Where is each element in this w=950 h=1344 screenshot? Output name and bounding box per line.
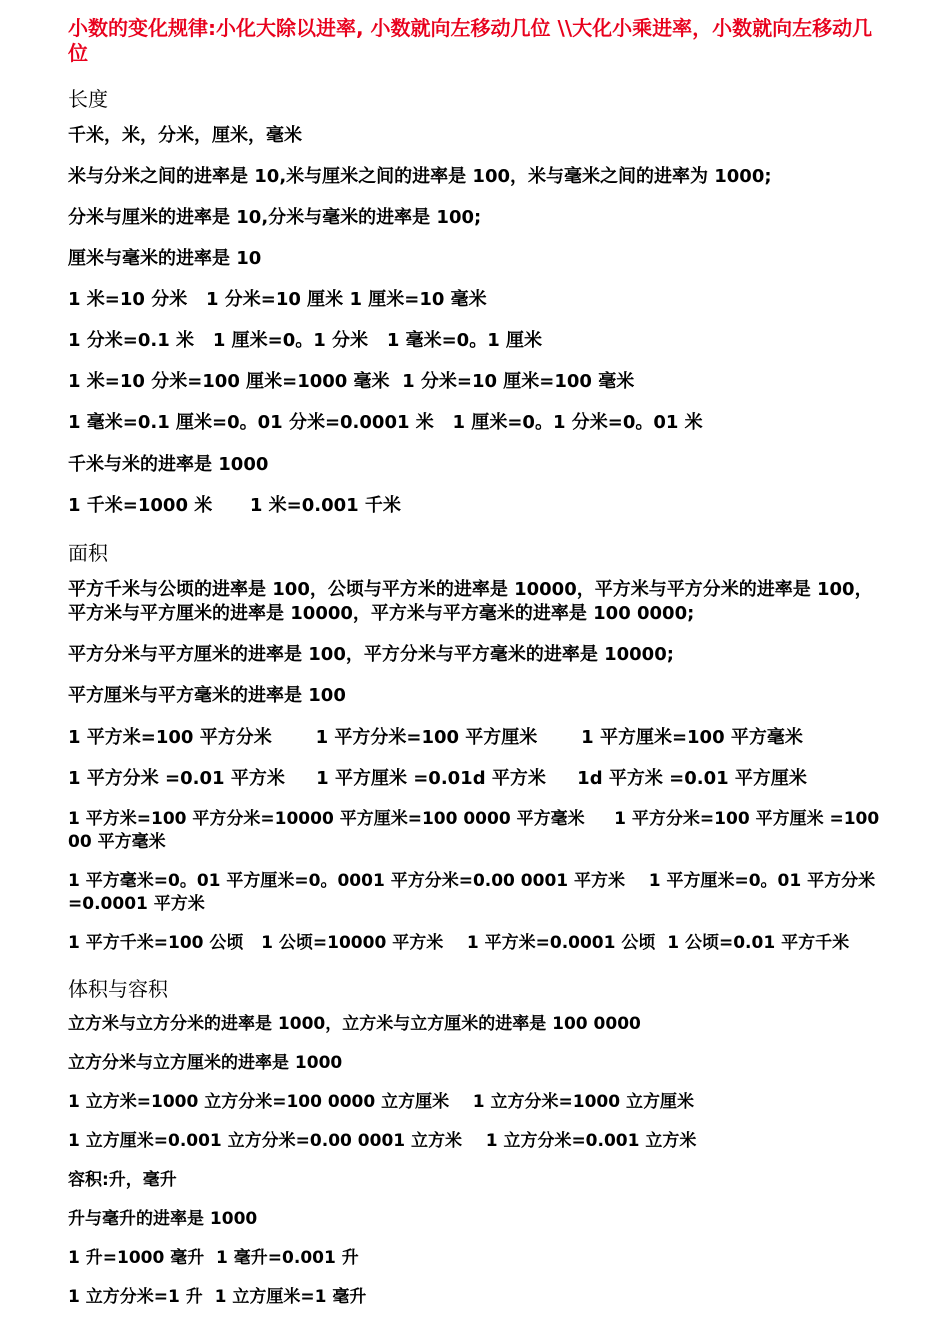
length-equation: 1 千米=1000 米 1 米=0.001 千米 (68, 495, 401, 516)
capacity-units-list: 容积:升，毫升 (68, 1170, 177, 1190)
length-rate-decimeter: 分米与厘米的进率是 10,分米与毫米的进率是 100; (68, 207, 482, 228)
document-title: 小数的变化规律:小化大除以进率, 小数就向左移动几位 \\大化小乘进率，小数就向左移动几位 (68, 16, 873, 65)
area-rate-square-centimeter: 平方厘米与平方毫米的进率是 100 (68, 685, 346, 706)
area-equation: 1 平方米=100 平方分米=10000 平方厘米=100 0000 平方毫米 1 平方分米=100 平方厘米 =10000 平方毫米 (68, 809, 880, 852)
length-equation: 1 毫米=0.1 厘米=0。01 分米=0.0001 米 1 厘米=0。1 分米=0。01 米 (68, 412, 703, 433)
capacity-rate-liter: 升与毫升的进率是 1000 (68, 1209, 258, 1229)
capacity-equation: 1 升=1000 毫升 1 毫升=0.001 升 (68, 1248, 359, 1268)
length-rate-meter: 米与分米之间的进率是 10,米与厘米之间的进率是 100，米与毫米之间的进率为 1000; (68, 166, 772, 187)
area-equation: 1 平方分米 =0.01 平方米 1 平方厘米 =0.01d 平方米 1d 平方米 =0.01 平方厘米 (68, 768, 807, 789)
area-equation: 1 平方千米=100 公顷 1 公顷=10000 平方米 1 平方米=0.0001 公顷 1 公顷=0.01 平方千米 (68, 933, 850, 953)
volume-rate-cubic-decimeter: 立方分米与立方厘米的进率是 1000 (68, 1053, 343, 1073)
section-heading-volume: 体积与容积 (68, 977, 168, 1001)
length-rate-centimeter: 厘米与毫米的进率是 10 (68, 248, 262, 269)
length-equation: 1 分米=0.1 米 1 厘米=0。1 分米 1 毫米=0。1 厘米 (68, 330, 543, 351)
area-rate-square-decimeter: 平方分米与平方厘米的进率是 100，平方分米与平方毫米的进率是 10000; (68, 644, 674, 665)
length-rate-kilometer: 千米与米的进率是 1000 (68, 454, 269, 475)
area-rate-square-kilometer: 平方千米与公顷的进率是 100，公顷与平方米的进率是 10000，平方米与平方分米的进率是 100，平方米与平方厘米的进率是 10000，平方米与平方毫米的进率是 100 0000; (68, 579, 873, 624)
volume-rate-cubic-meter: 立方米与立方分米的进率是 1000，立方米与立方厘米的进率是 100 0000 (68, 1014, 641, 1034)
section-heading-area: 面积 (68, 541, 108, 565)
length-equation: 1 米=10 分米 1 分米=10 厘米 1 厘米=10 毫米 (68, 289, 487, 310)
volume-equation: 1 立方米=1000 立方分米=100 0000 立方厘米 1 立方分米=1000 立方厘米 (68, 1092, 695, 1112)
capacity-equation: 1 立方分米=1 升 1 立方厘米=1 毫升 (68, 1287, 367, 1307)
section-heading-length: 长度 (68, 87, 108, 111)
length-equation: 1 米=10 分米=100 厘米=1000 毫米 1 分米=10 厘米=100 毫米 (68, 371, 635, 392)
length-units-list: 千米，米，分米，厘米，毫米 (68, 125, 302, 146)
area-equation: 1 平方毫米=0。01 平方厘米=0。0001 平方分米=0.00 0001 平方米 1 平方厘米=0。01 平方分米 =0.0001 平方米 (68, 871, 882, 914)
area-equation: 1 平方米=100 平方分米 1 平方分米=100 平方厘米 1 平方厘米=100 平方毫米 (68, 727, 803, 748)
volume-equation: 1 立方厘米=0.001 立方分米=0.00 0001 立方米 1 立方分米=0.001 立方米 (68, 1131, 697, 1151)
